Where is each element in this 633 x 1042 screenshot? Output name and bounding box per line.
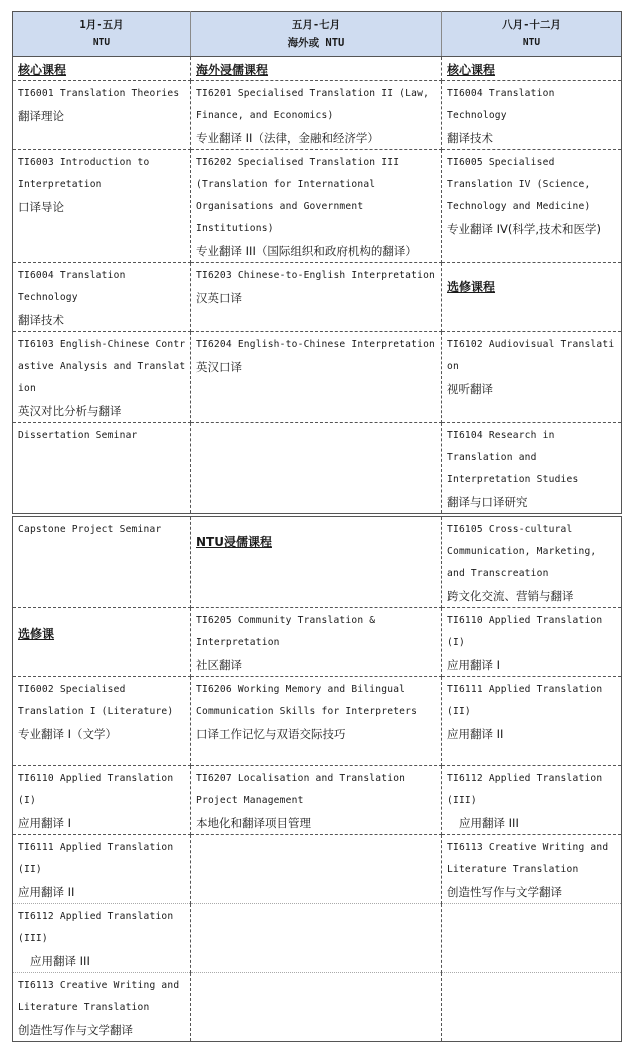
table-row [13,263,622,332]
header-aug-dec [442,12,622,57]
header-may-jul [191,12,442,57]
section-heading: NTU浸儒课程 [196,535,272,549]
table-row [13,423,622,514]
empty-cell [191,904,442,973]
course-code-en: TI6110 Applied Translation (I) [447,615,603,648]
course-name-cn: 翻译与口译研究 [447,495,528,509]
course-code-en: TI6113 Creative Writing and Literature Translation [18,980,180,1013]
course-code-en: TI6103 English-Chinese Contrastive Analysis and Translation [18,339,186,394]
header-line2: NTU [522,37,541,48]
header-row [13,12,622,57]
table-row [13,766,622,835]
course-code-en: TI6201 Specialised Translation II (Law, Finance, and Economics) [196,88,430,121]
course-code-en: TI6004 Translation Technology [18,270,126,303]
course-name-cn: 专业翻译 II（法律，金融和经济学） [196,131,379,145]
table-row [13,677,622,766]
course-name-cn: 应用翻译 III [459,816,519,830]
empty-cell [442,973,622,1042]
course-code-en: TI6203 Chinese-to-English Interpretation [196,270,436,281]
course-code-en: TI6001 Translation Theories [18,88,180,99]
course-name-cn: 英汉口译 [196,360,242,374]
table-row [13,517,622,608]
course-name-cn: 翻译技术 [447,131,493,145]
table-row [13,608,622,677]
table-row [13,81,622,150]
course-code-en: Capstone Project Seminar [18,524,162,535]
course-code-en: TI6202 Specialised Translation III (Translation for International Organisations and Government Institutions) [196,157,400,234]
course-name-cn: 视听翻译 [447,382,493,396]
schedule-table-bottom [12,516,622,1042]
table-row [13,835,622,904]
course-name-cn: 应用翻译 I [18,816,72,830]
section-heading: 海外浸儒课程 [196,63,269,77]
table-row [13,973,622,1042]
section-heading: 选修课 [18,627,55,641]
table-row [13,150,622,263]
course-code-en: TI6205 Community Translation & Interpretation [196,615,376,648]
course-code-en: TI6003 Introduction to Interpretation [18,157,150,190]
course-code-en: TI6105 Cross-cultural Communication, Marketing, and Transcreation [447,524,597,579]
course-name-cn: 专业翻译 I（文学） [18,727,118,741]
course-name-cn: 专业翻译 III（国际组织和政府机构的翻译） [196,244,417,258]
course-name-cn: 翻译技术 [18,313,64,327]
course-code-en: TI6111 Applied Translation (II) [18,842,174,875]
course-name-cn: 应用翻译 I [447,658,501,672]
empty-cell [442,904,622,973]
course-name-cn: 本地化和翻译项目管理 [196,816,311,830]
course-name-cn: 应用翻译 II [18,885,75,899]
section-heading: 核心课程 [18,63,67,77]
section-heading: 选修课程 [447,280,496,294]
course-code-en: TI6110 Applied Translation (I) [18,773,174,806]
schedule-table-top [12,11,622,514]
course-name-cn: 英汉对比分析与翻译 [18,404,122,418]
empty-cell [191,835,442,904]
section-heading: 核心课程 [447,63,496,77]
empty-cell [191,423,442,514]
course-name-cn: 社区翻译 [196,658,242,672]
course-code-en: TI6207 Localisation and Translation Project Management [196,773,406,806]
course-name-cn: 口译导论 [18,200,64,214]
course-code-en: TI6112 Applied Translation (III) [18,911,174,944]
course-code-en: TI6104 Research in Translation and Interpretation Studies [447,430,579,485]
course-name-cn: 汉英口译 [196,291,242,305]
course-code-en: TI6112 Applied Translation (III) [447,773,603,806]
course-name-cn: 专业翻译 IV(科学,技术和医学) [447,222,602,236]
course-name-cn: 创造性写作与文学翻译 [447,885,562,899]
course-code-en: TI6005 Specialised Translation IV (Science, Technology and Medicine) [447,157,591,212]
course-name-cn: 跨文化交流、营销与翻译 [447,589,574,603]
header-line1: 五月-七月 [291,19,341,31]
course-code-en: TI6111 Applied Translation (II) [447,684,603,717]
table-row [13,904,622,973]
header-line1: 八月-十二月 [502,19,561,31]
table-row [13,57,622,81]
course-code-en: TI6004 Translation Technology [447,88,555,121]
header-line2: NTU [92,37,111,48]
table-row [13,332,622,423]
course-code-en: TI6002 Specialised Translation I (Literature) [18,684,174,717]
course-name-cn: 应用翻译 II [447,727,504,741]
header-line2: 海外或 NTU [287,37,345,49]
course-code-en: TI6102 Audiovisual Translation [447,339,615,372]
course-name-cn: 应用翻译 III [30,954,90,968]
header-line1: 1月-五月 [79,19,124,31]
header-jan-may [13,12,191,57]
course-name-cn: 翻译理论 [18,109,64,123]
course-code-en: TI6206 Working Memory and Bilingual Communication Skills for Interpreters [196,684,418,717]
course-code-en: Dissertation Seminar [18,430,138,441]
course-name-cn: 口译工作记忆与双语交际技巧 [196,727,346,741]
course-name-cn: 创造性写作与文学翻译 [18,1023,133,1037]
course-code-en: TI6204 English-to-Chinese Interpretation [196,339,436,350]
course-code-en: TI6113 Creative Writing and Literature Translation [447,842,609,875]
empty-cell [191,973,442,1042]
